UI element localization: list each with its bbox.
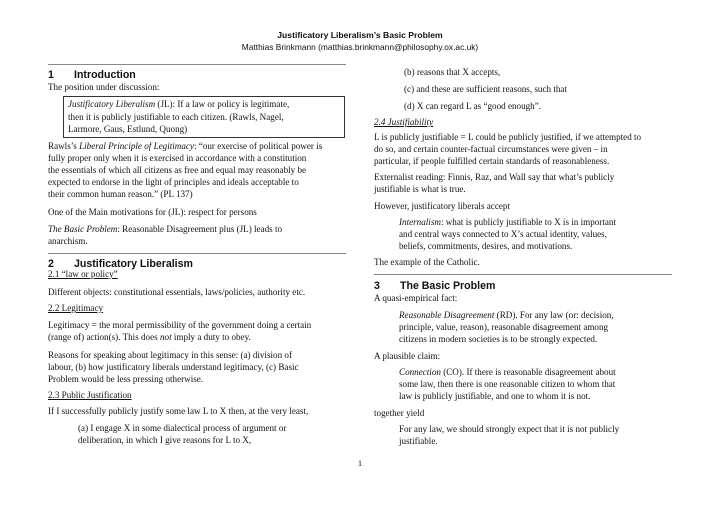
motivation-text: One of the Main motivations for (JL): respect for persons: [48, 207, 257, 217]
subsection-2-4: 2.4 Justifiability: [374, 117, 434, 127]
subsection-2-3: 2.3 Public Justification: [48, 390, 132, 400]
quasi-empirical-text: A quasi-empirical fact:: [374, 293, 458, 303]
catholic-example: The example of the Catholic.: [374, 257, 480, 267]
plausible-claim-text: A plausible claim:: [374, 351, 441, 361]
condition-a-line-1: (a) I engage X in some dialectical process of argument or: [78, 423, 287, 433]
legitimacy-line-1: Legitimacy = the moral permissibility of the government doing a certain: [48, 320, 312, 330]
reasons-line-3: Problem would be less pressing otherwise.: [48, 374, 204, 384]
subsection-2-1: 2.1 “law or policy”: [48, 269, 118, 279]
reasons-line-1: Reasons for speaking about legitimacy in this sense: (a) division of: [48, 350, 292, 360]
connection-line-1: Connection (CO). If there is reasonable disagreement about: [399, 367, 616, 377]
justifiability-line-3: particular, if people fulfilled certain standards of reasonableness.: [374, 156, 610, 166]
rawls-line-2: fully proper only when it is exercised in accordance with a constitution: [48, 153, 307, 163]
condition-d: (d) X can regard L as “good enough”.: [404, 101, 542, 111]
section-rule: [48, 253, 346, 254]
jl-line-3: Larmore, Gaus, Estlund, Quong): [68, 124, 188, 135]
reasonable-disagreement-line-1: Reasonable Disagreement (RD). For any law (or: decision,: [399, 310, 614, 320]
public-justification-text: If I successfully publicly justify some law L to X then, at the very least,: [48, 406, 309, 416]
section-heading-1: 1 Introduction: [48, 69, 136, 81]
section-rule: [374, 274, 672, 275]
document-author: Matthias Brinkmann (matthias.brinkmann@philosophy.ox.ac.uk): [241, 42, 479, 52]
jl-line-2: then it is publicly justifiable to each citizen. (Rawls, Nagel,: [68, 111, 284, 122]
basic-problem-line-2: anarchism.: [48, 236, 88, 246]
intro-text: The position under discussion:: [48, 82, 160, 92]
reasons-line-2: labour, (b) how justificatory liberals understand legitimacy, (c) Basic: [48, 362, 299, 372]
conclusion-line-2: justifiable.: [399, 436, 438, 446]
rawls-line-3: the essentials of which all citizens as free and equal may reasonably be: [48, 165, 307, 175]
conclusion-line-1: For any law, we should strongly expect that it is not publicly: [399, 424, 620, 434]
internalism-line-2: and central ways connected to X’s actual identity, values,: [399, 229, 607, 239]
externalist-line-2: justifiable is what is true.: [374, 184, 466, 194]
section-heading-3: 3 The Basic Problem: [374, 280, 496, 292]
condition-b: (b) reasons that X accepts,: [404, 67, 501, 77]
internalism-line-1: Internalism: what is publicly justifiable to X is in important: [399, 217, 616, 227]
condition-c: (c) and these are sufficient reasons, such that: [404, 84, 567, 94]
page-number: 1: [357, 458, 363, 468]
objects-text: Different objects: constitutional essentials, laws/policies, authority etc.: [48, 287, 306, 297]
justifiability-line-1: L is publicly justifiable = L could be publicly justified, if we attempted to: [374, 132, 642, 142]
section-rule: [48, 64, 346, 65]
legitimacy-line-2: (range of) action(s). This does not imply a duty to obey.: [48, 332, 251, 342]
rawls-line-1: Rawls’s Liberal Principle of Legitimacy: “our exercise of political power is: [48, 141, 323, 151]
connection-line-3: law is publicly justifiable, and one to whom it is not.: [399, 391, 591, 401]
subsection-2-2: 2.2 Legitimacy: [48, 303, 104, 313]
however-text: However, justificatory liberals accept: [374, 201, 510, 211]
rawls-line-5: their common human reason.” (PL 137): [48, 189, 193, 199]
definition-box-jl: [63, 96, 345, 138]
justifiability-line-2: do so, and certain counter-factual circumstances were given – in: [374, 144, 608, 154]
externalist-line-1: Externalist reading: Finnis, Raz, and Wall say that what’s publicly: [374, 172, 615, 182]
document-title: Justificatory Liberalism’s Basic Problem: [277, 30, 443, 40]
condition-a-line-2: deliberation, in which I give reasons for L to X,: [78, 435, 252, 445]
jl-line-1: Justificatory Liberalism (JL): If a law or policy is legitimate,: [68, 99, 290, 109]
basic-problem-line-1: The Basic Problem: Reasonable Disagreement plus (JL) leads to: [48, 224, 283, 234]
reasonable-disagreement-line-3: citizens in modern societies is to be strongly expected.: [399, 334, 598, 344]
section-heading-2: 2 Justificatory Liberalism: [48, 258, 193, 270]
reasonable-disagreement-line-2: principle, value, reason), reasonable disagreement among: [399, 322, 609, 332]
together-yield-text: together yield: [374, 408, 425, 418]
connection-line-2: some law, then there is one reasonable citizen to whom that: [399, 379, 616, 389]
internalism-line-3: beliefs, commitments, desires, and motivations.: [399, 241, 573, 251]
rawls-line-4: expected to endorse in the light of principles and ideals acceptable to: [48, 177, 299, 187]
